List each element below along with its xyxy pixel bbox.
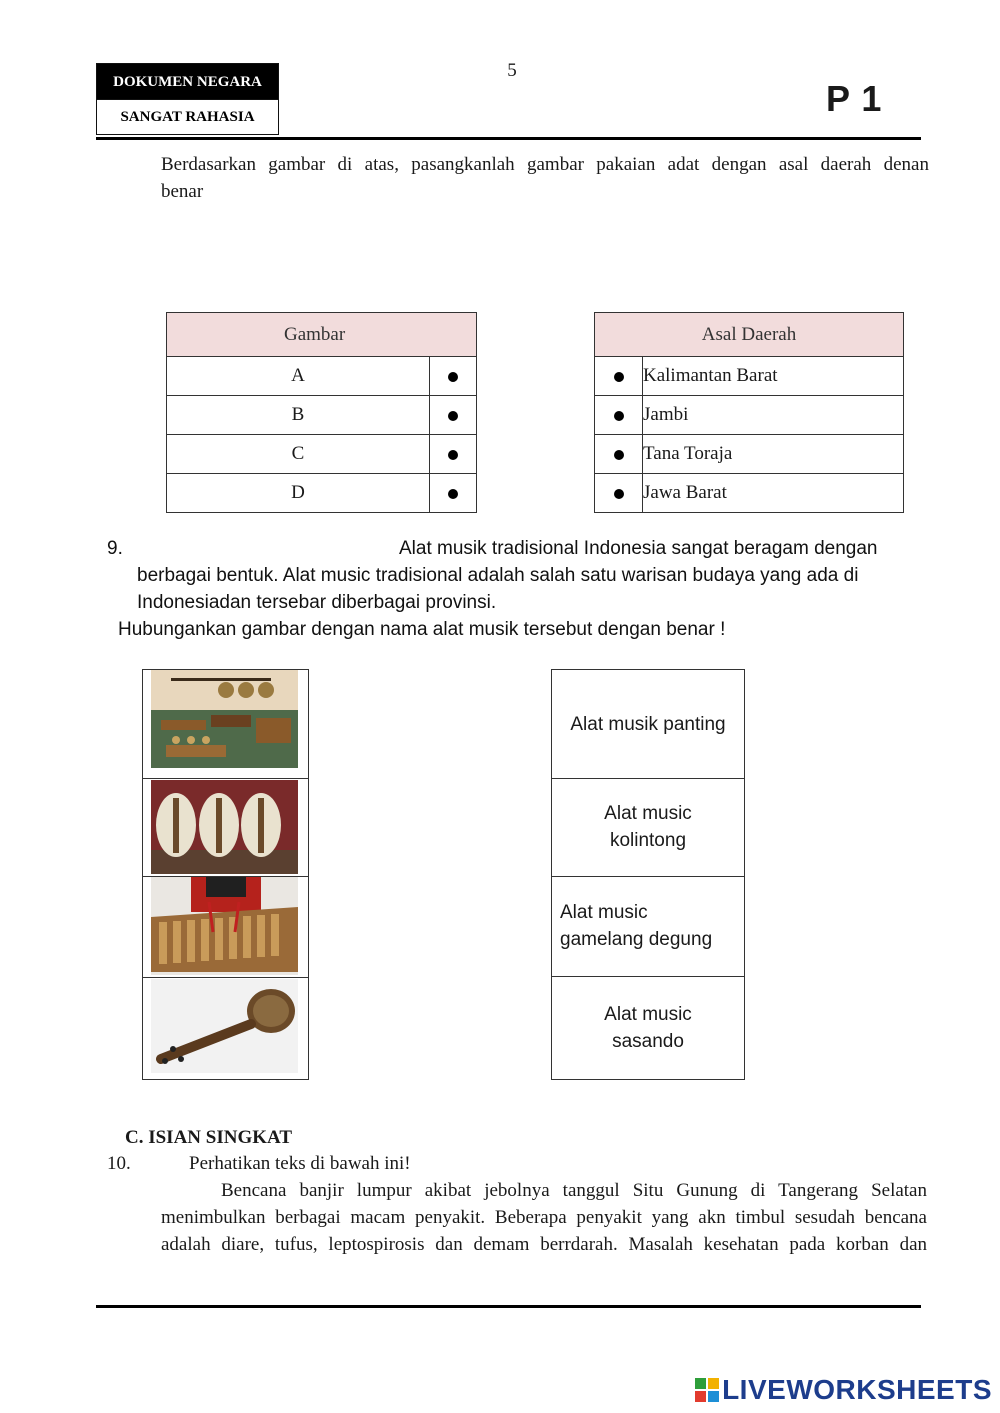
gambar-table — [166, 312, 477, 513]
q10-text-line3: adalah diare, tufus, leptospirosis dan demam berrdarah. Masalah kesehatan pada korban dan — [161, 1234, 927, 1255]
instrument-name-cell[interactable] — [552, 876, 744, 977]
paper-code: P 1 — [826, 78, 883, 119]
table-row — [595, 396, 904, 435]
table-row — [595, 435, 904, 474]
instrument-name-line1: Alat music — [604, 803, 692, 824]
footer-divider — [96, 1305, 921, 1308]
asal-daerah-header: Asal Daerah — [595, 313, 904, 357]
liveworksheets-logo-text: LIVEWORKSHEETS — [722, 1374, 992, 1405]
daerah-label: Jawa Barat — [643, 474, 904, 513]
dot-icon — [614, 411, 624, 421]
q10-text-line2: menimbulkan berbagai macam penyakit. Beberapa penyakit yang akn timbul sesudah bencana — [161, 1207, 927, 1228]
liveworksheets-logo[interactable] — [695, 1374, 992, 1406]
table-row — [595, 357, 904, 396]
instrument-image-column — [142, 669, 309, 1080]
instrument-image-cell[interactable] — [143, 977, 308, 1078]
gamelan-image — [151, 670, 298, 768]
dot-icon — [448, 372, 458, 382]
instrument-name-line1: Alat musik panting — [570, 713, 726, 735]
q9-number: 9. — [107, 538, 123, 559]
panting-image — [151, 979, 298, 1073]
daerah-label: Jambi — [643, 396, 904, 435]
match-dot[interactable] — [595, 396, 643, 435]
document-label-bottom: SANGAT RAHASIA — [96, 99, 279, 135]
q10-number: 10. — [107, 1153, 131, 1174]
instrument-image-cell[interactable] — [143, 778, 308, 877]
document-label-top: DOKUMEN NEGARA — [96, 63, 279, 101]
table-row — [167, 474, 477, 513]
match-dot[interactable] — [430, 357, 477, 396]
q9-line3: Indonesiadan tersebar diberbagai provinsi. — [137, 592, 497, 613]
instrument-image-cell[interactable] — [143, 876, 308, 978]
instrument-name-cell[interactable] — [552, 778, 744, 877]
sasando-image — [151, 780, 298, 874]
header-divider — [96, 137, 921, 140]
gambar-label: D — [167, 474, 430, 513]
match-dot[interactable] — [595, 474, 643, 513]
instrument-name-line1: Alat music — [560, 902, 648, 923]
gambar-label: A — [167, 357, 430, 396]
table-row — [167, 396, 477, 435]
gambar-label: B — [167, 396, 430, 435]
q10-prompt: Perhatikan teks di bawah ini! — [189, 1153, 411, 1174]
match-dot[interactable] — [430, 474, 477, 513]
match-dot[interactable] — [595, 357, 643, 396]
instrument-name-line2: sasando — [612, 1030, 684, 1052]
table-row — [167, 357, 477, 396]
dot-icon — [614, 489, 624, 499]
q8-instruction-line1: Berdasarkan gambar di atas, pasangkanlah gambar pakaian adat dengan asal daerah denan — [161, 154, 929, 175]
section-c-title: C. ISIAN SINGKAT — [125, 1127, 292, 1148]
instrument-name-cell[interactable] — [552, 977, 744, 1078]
instrument-name-column — [551, 669, 745, 1080]
match-dot[interactable] — [430, 396, 477, 435]
q9-line1: Alat musik tradisional Indonesia sangat beragam dengan — [399, 538, 878, 559]
instrument-name-line2: kolintong — [609, 830, 687, 851]
instrument-name-cell[interactable] — [552, 670, 744, 779]
dot-icon — [614, 450, 624, 460]
table-row — [167, 435, 477, 474]
kolintang-image — [151, 877, 298, 975]
dot-icon — [448, 489, 458, 499]
daerah-label: Tana Toraja — [643, 435, 904, 474]
daerah-label: Kalimantan Barat — [643, 357, 904, 396]
instrument-name-line1: Alat music — [604, 1003, 692, 1025]
table-row — [595, 474, 904, 513]
dot-icon — [614, 372, 624, 382]
instrument-name-line2: gamelang degung — [560, 929, 713, 950]
q10-text-line1: Bencana banjir lumpur akibat jebolnya tanggul Situ Gunung di Tangerang Selatan — [221, 1180, 927, 1201]
liveworksheets-logo-icon — [695, 1378, 719, 1402]
gambar-header: Gambar — [167, 313, 477, 357]
dot-icon — [448, 450, 458, 460]
dot-icon — [448, 411, 458, 421]
match-dot[interactable] — [595, 435, 643, 474]
instrument-image-cell[interactable] — [143, 670, 308, 779]
q9-instruction: Hubungankan gambar dengan nama alat musik tersebut dengan benar ! — [118, 619, 726, 640]
asal-daerah-table — [594, 312, 904, 513]
q9-line2: berbagai bentuk. Alat music tradisional adalah salah satu warisan budaya yang ada di — [137, 565, 859, 586]
q8-instruction-line2: benar — [161, 181, 204, 202]
page-number: 5 — [507, 60, 517, 81]
match-dot[interactable] — [430, 435, 477, 474]
gambar-label: C — [167, 435, 430, 474]
